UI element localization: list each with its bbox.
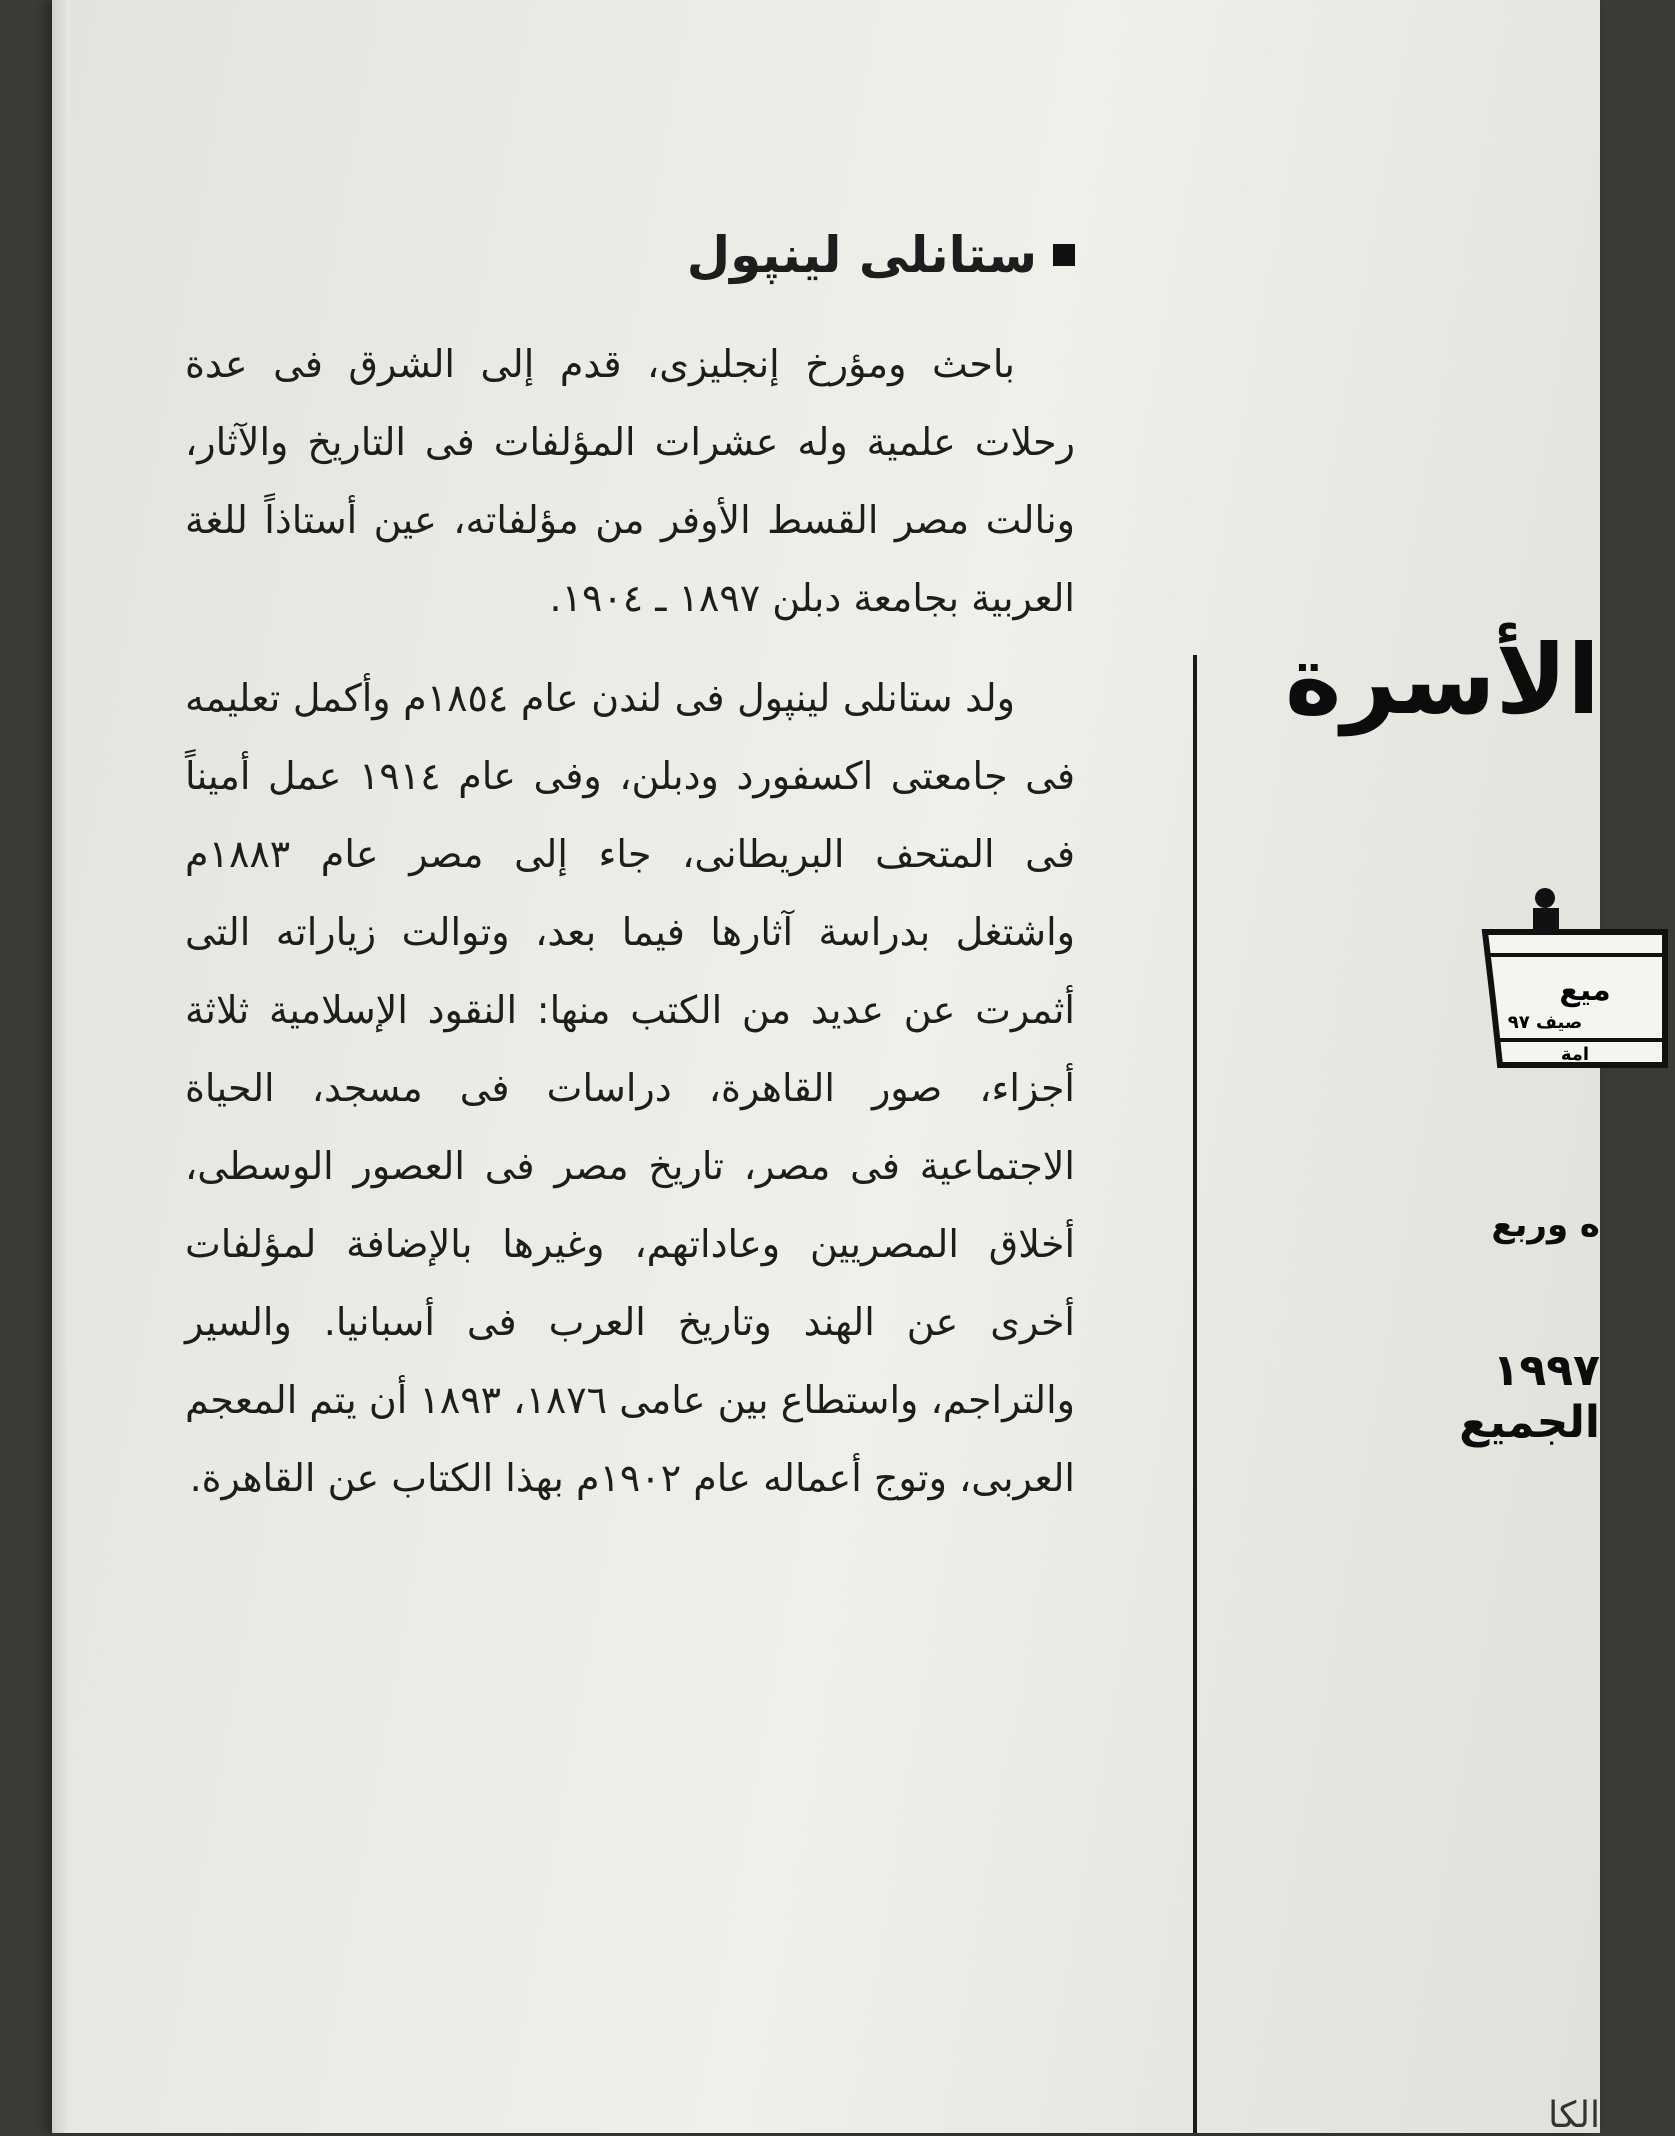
side-masthead: الأسرة [1284, 624, 1600, 736]
crest-line-2: صيف ٩٧ [1507, 1012, 1583, 1033]
series-logo-icon [1475, 880, 1611, 1090]
side-word: الجميع [1459, 1397, 1600, 1448]
crest-line-1: ميع [1559, 973, 1611, 1008]
crest-line-3: امة [1560, 1044, 1590, 1065]
biography-article [185, 225, 1075, 1517]
article-paragraph-2: ولد ستانلى لينپول فى لندن عام ١٨٥٤م وأكمل تعليمه فى جامعتى اكسفورد ودبلن، وفى عام ١٩١٤ عمل أميناً فى المتحف البريطانى، جاء إلى مصر عام ١٨٨٣م واشتغل بدراسة آثارها فيما بعد، وتوالت زياراته التى أثمرت عن عديد من الكتب منها: النقود الإسلامية ثلاثة أجزاء، صور القاهرة، دراسات فى مسجد، الحياة الاجتماعية فى مصر، تاريخ مصر فى العصور الوسطى، أخلاق المصريين وعاداتهم، وغيرها بالإضافة لمؤلفات أخرى عن الهند وتاريخ العرب فى أسبانيا. والسير والتراجم، واستطاع بين عامى ١٨٧٦، ١٨٩٣ أن يتم المعجم العربى، وتوج أعماله عام ١٩٠٢م بهذا الكتاب عن القاهرة. [185, 676, 1075, 1500]
page-edge [52, 0, 70, 2133]
article-title [185, 225, 1075, 285]
side-small-text: ه وربع [1491, 1205, 1600, 1245]
article-title-text: ستانلى لينپول [686, 226, 1037, 284]
column-divider [1193, 655, 1197, 2133]
article-paragraph-1: باحث ومؤرخ إنجليزى، قدم إلى الشرق فى عدة رحلات علمية وله عشرات المؤلفات فى التاريخ والآثار، ونالت مصر القسط الأوفر من مؤلفاته، عين أستاذاً للغة العربية بجامعة دبلن ١٨٩٧ ـ ١٩٠٤. [185, 342, 1075, 620]
side-year: ١٩٩٧ [1492, 1345, 1600, 1396]
square-bullet-icon [1053, 244, 1075, 266]
side-bottom-text: الكا [1548, 2095, 1600, 2136]
side-year-block [1460, 1345, 1600, 1449]
